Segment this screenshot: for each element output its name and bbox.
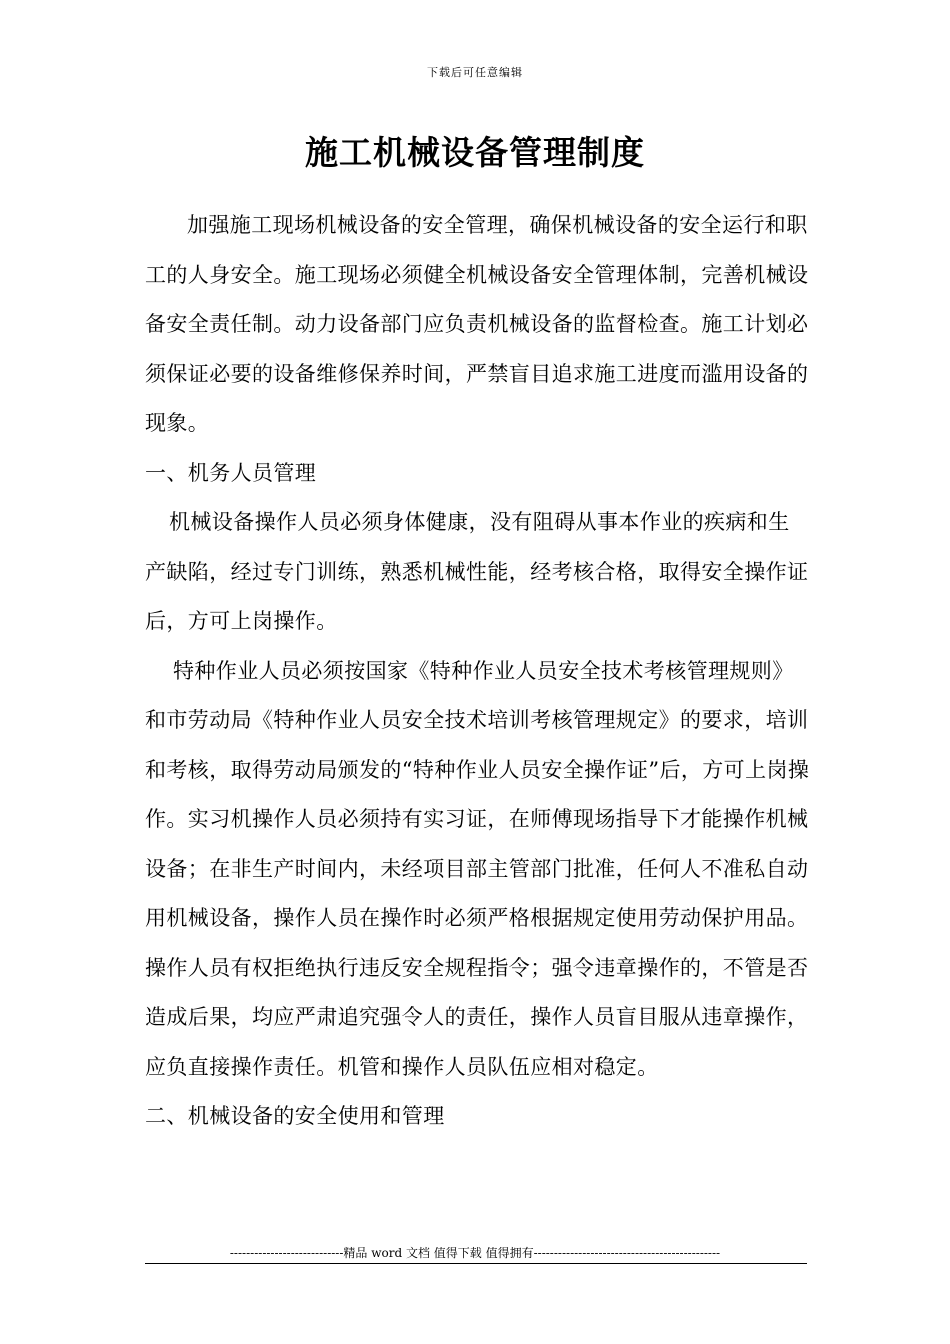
section-heading-2: 二、机械设备的安全使用和管理 <box>145 1104 445 1128</box>
footer-text: ----------------------------精品 word 文档 值得下载 值得拥有---------------------------------------------- <box>229 1246 721 1260</box>
footer-divider <box>145 1263 807 1264</box>
page-header: 下载后可任意编辑 <box>427 66 523 79</box>
paragraph-operator-requirements: 机械设备操作人员必须身体健康，没有阻碍从事本作业的疾病和生产缺陷，经过专门训练，熟悉机械性能，经考核合格，取得安全操作证后，方可上岗操作。 <box>145 510 809 633</box>
section-heading-1: 一、机务人员管理 <box>145 460 317 485</box>
paragraph-special-operations: 特种作业人员必须按国家《特种作业人员安全技术考核管理规则》和市劳动局《特种作业人员安全技术培训考核管理规定》的要求，培训和考核，取得劳动局颁发的“特种作业人员安全操作证”后，方可上岗操作。实习机操作人员必须持有实习证，在师傅现场指导下才能操作机械设备；在非生产时间内，未经项目部主管部门批准，任何人不准私自动用机械设备，操作人员在操作时必须严格根据规定使用劳动保护用品。操作人员有权拒绝执行违反安全规程指令；强令违章操作的，不管是否造成后果，均应严肃追究强令人的责任，操作人员盲目服从违章操作，应负直接操作责任。机管和操作人员队伍应相对稳定。 <box>145 658 810 1079</box>
document-title: 施工机械设备管理制度 <box>305 133 645 172</box>
paragraph-intro: 加强施工现场机械设备的安全管理，确保机械设备的安全运行和职工的人身安全。施工现场必须健全机械设备安全管理体制，完善机械设备安全责任制。动力设备部门应负责机械设备的监督检查。施工计划必须保证必要的设备维修保养时间，严禁盲目追求施工进度而滥用设备的现象。 <box>145 213 809 435</box>
document-body <box>145 201 810 1142</box>
